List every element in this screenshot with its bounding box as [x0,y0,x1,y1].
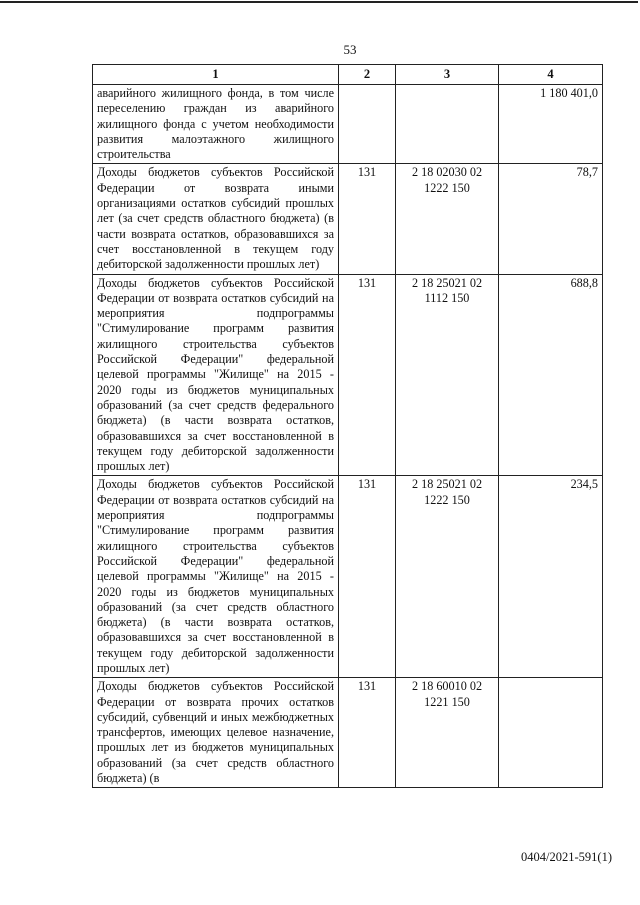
row-amount: 234,5 [499,476,603,678]
row-description: аварийного жилищного фонда, в том числе переселению граждан из аварийного жилищного фонда с учетом необходимости развития малоэтажного жилищного строительства [93,85,339,164]
column-header-3: 3 [396,65,499,85]
row-description: Доходы бюджетов субъектов Российской Федерации от возврата остатков субсидий на мероприятия подпрограммы "Стимулирование программ развития жилищного строительства субъектов Российской Федерации" федеральной целевой программы "Жилище" на 2015 - 2020 годы из бюджетов муниципальных образований (за счет средств областного бюджета) (в части возврата остатков, образовавшихся за счет восстановленной в текущем году дебиторской задолженности прошлых лет) [93,476,339,678]
table-row [93,678,603,788]
table-row [93,274,603,476]
row-budget-code: 2 18 25021 02 1112 150 [396,274,499,476]
row-description: Доходы бюджетов субъектов Российской Федерации от возврата иными организациями остатков субсидий прошлых лет (за счет средств областного бюджета) (в части возврата остатков, образовавшихся за счет восстановленной в текущем году дебиторской задолженности прошлых лет) [93,164,339,274]
row-amount: 1 180 401,0 [499,85,603,164]
row-amount [499,678,603,788]
row-description: Доходы бюджетов субъектов Российской Федерации от возврата прочих остатков субсидий, субвенций и иных межбюджетных трансфертов, имеющих целевое назначение, прошлых лет из бюджетов муниципальных образований (за счет средств областного бюджета) (в [93,678,339,788]
row-amount: 688,8 [499,274,603,476]
table-header-row [93,65,603,85]
row-description: Доходы бюджетов субъектов Российской Федерации от возврата остатков субсидий на мероприятия подпрограммы "Стимулирование программ развития жилищного строительства субъектов Российской Федерации" федеральной целевой программы "Жилище" на 2015 - 2020 годы из бюджетов муниципальных образований (за счет средств федерального бюджета) (в части возврата остатков, образовавшихся за счет восстановленной в текущем году дебиторской задолженности прошлых лет) [93,274,339,476]
row-admin-code: 131 [339,164,396,274]
table-row [93,164,603,274]
document-code: 0404/2021-591(1) [521,850,612,864]
column-header-4: 4 [499,65,603,85]
column-header-1: 1 [93,65,339,85]
row-budget-code: 2 18 25021 02 1222 150 [396,476,499,678]
table-row [93,476,603,678]
row-admin-code [339,85,396,164]
row-budget-code [396,85,499,164]
row-budget-code: 2 18 02030 02 1222 150 [396,164,499,274]
budget-table [92,64,603,788]
top-border-line [0,1,638,3]
row-amount: 78,7 [499,164,603,274]
row-admin-code: 131 [339,274,396,476]
row-admin-code: 131 [339,476,396,678]
table-row [93,85,603,164]
row-admin-code: 131 [339,678,396,788]
column-header-2: 2 [339,65,396,85]
page-number: 53 [343,42,357,57]
row-budget-code: 2 18 60010 02 1221 150 [396,678,499,788]
